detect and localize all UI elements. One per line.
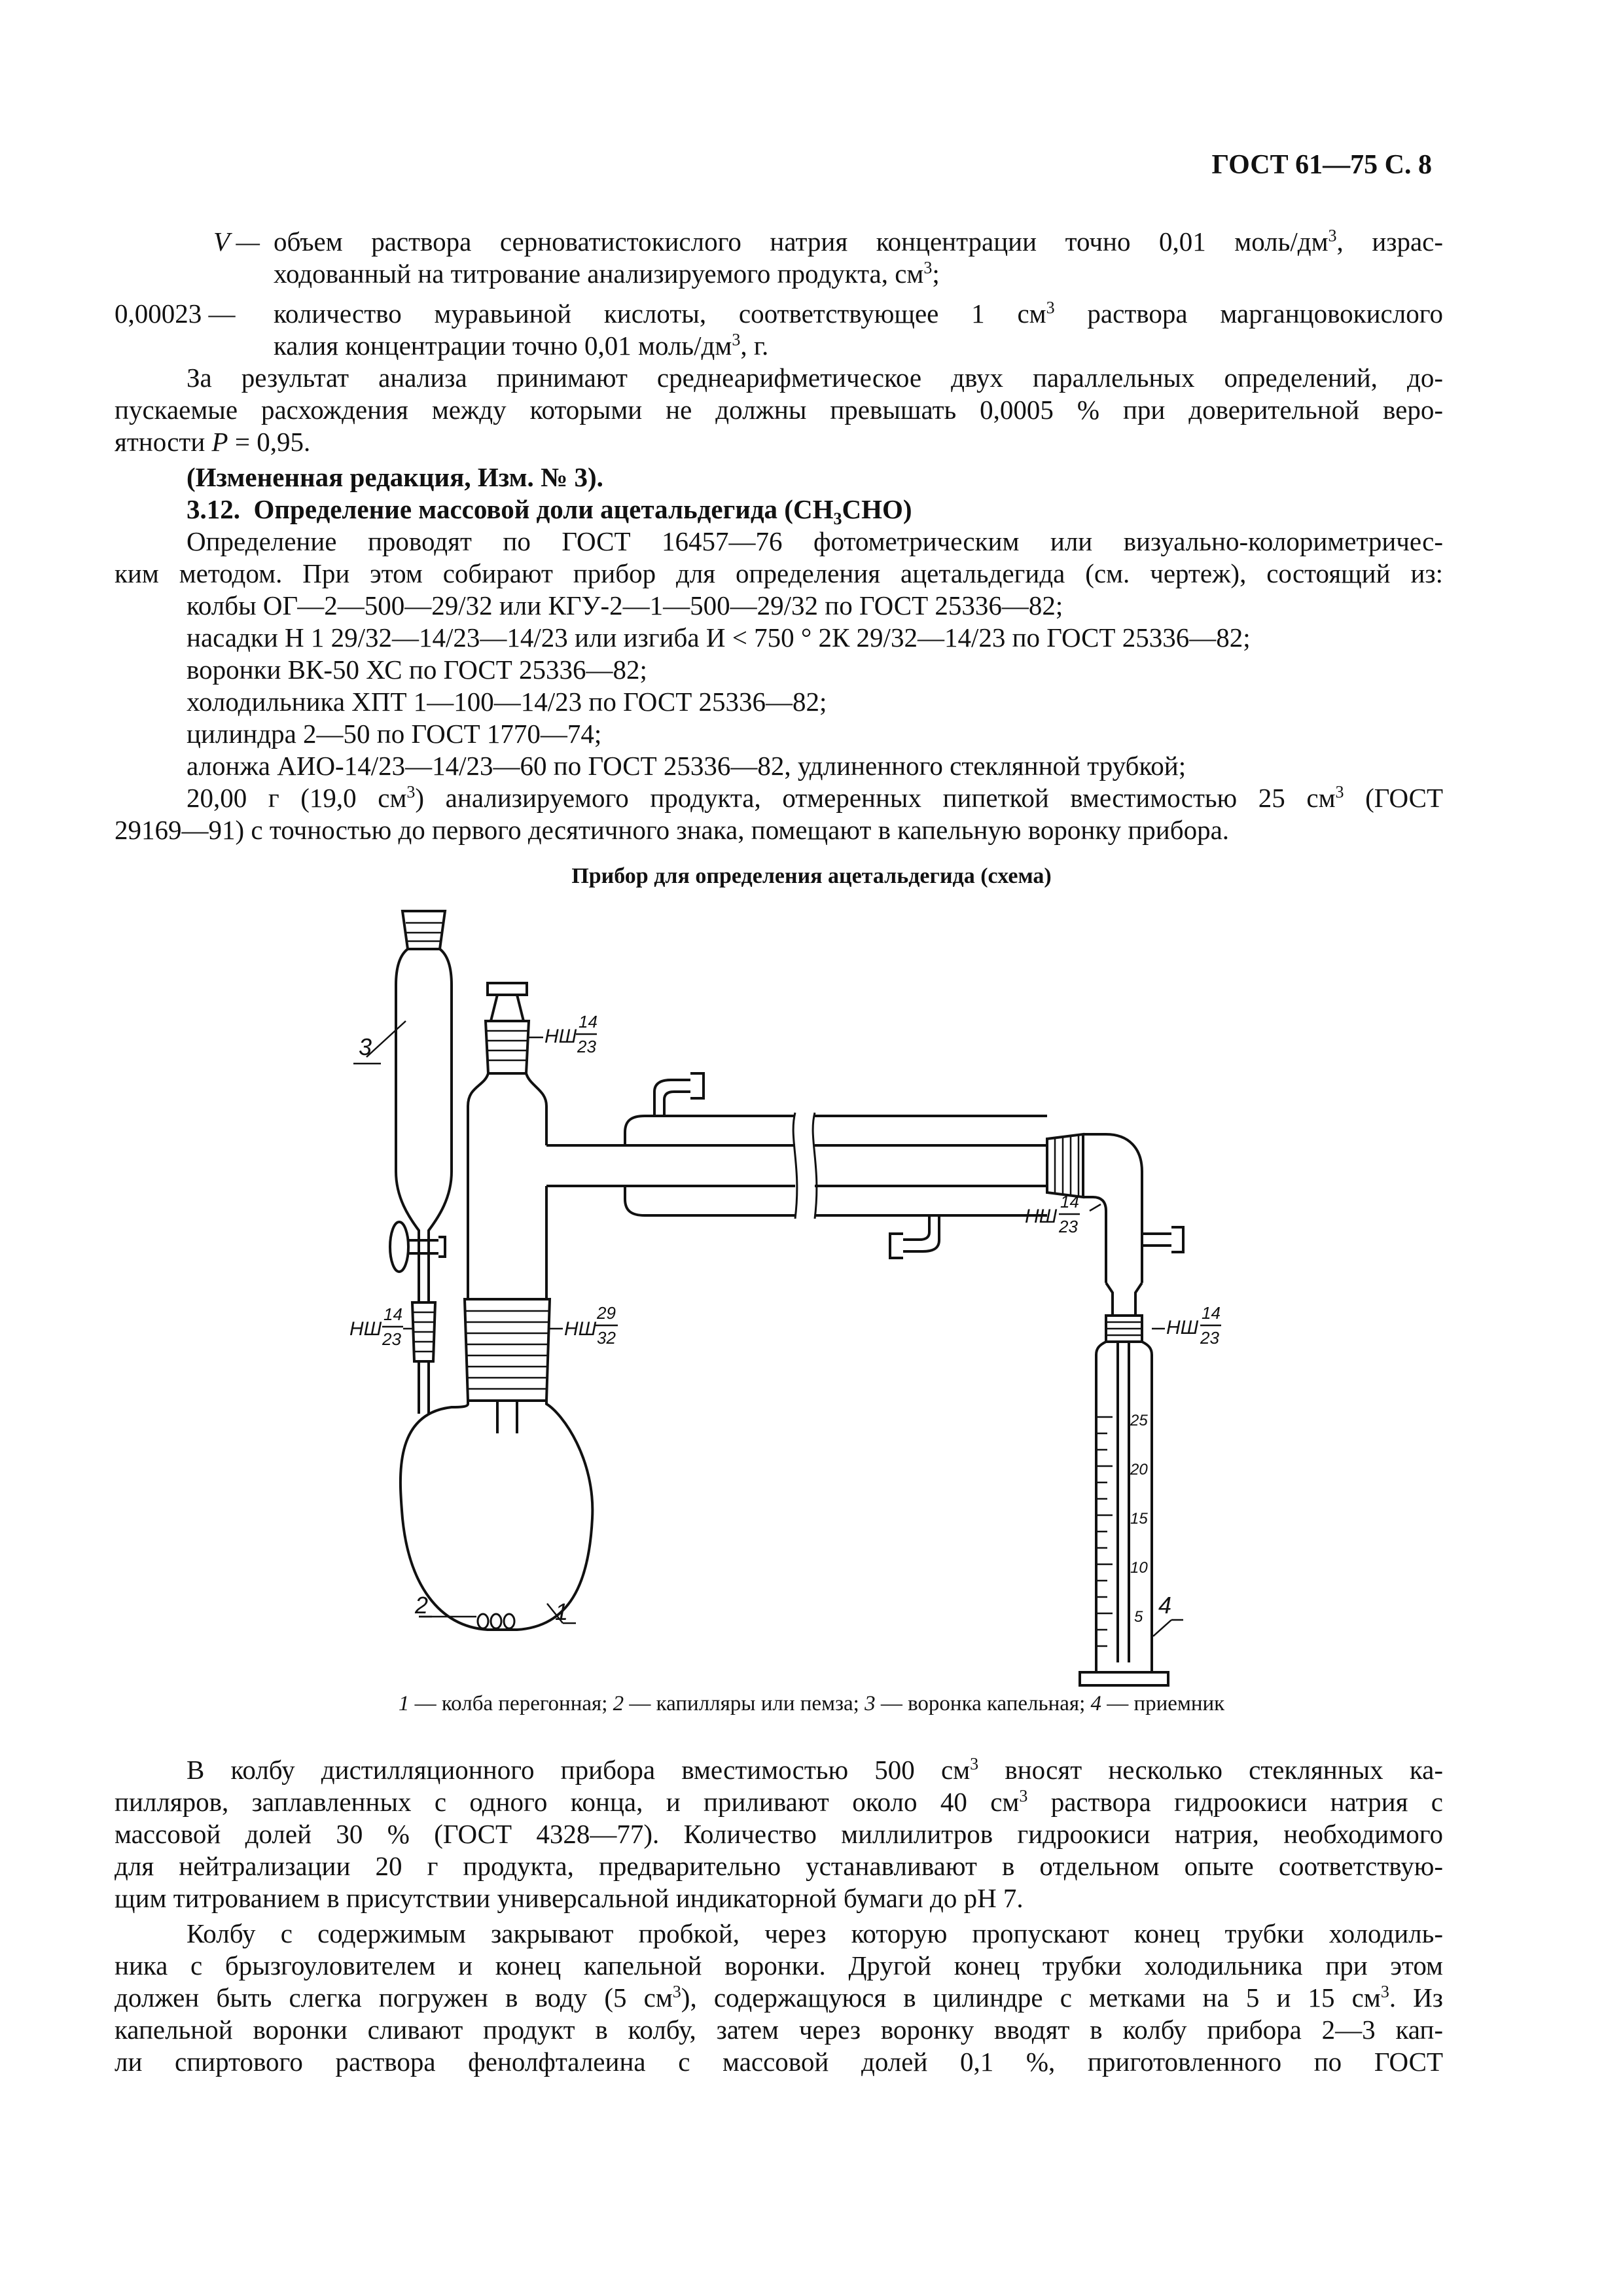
condenser-end-joint — [1047, 1134, 1083, 1197]
label-2: 2 — [415, 1592, 429, 1619]
section-heading: 3.12. Определение массовой доли ацетальдегида $(CH_3CHO)$ — [187, 494, 912, 529]
joint-fraction-den: 23 — [577, 1037, 596, 1056]
label-1: 1 — [555, 1598, 569, 1625]
scale-label: 15 — [1130, 1510, 1148, 1528]
joint-fraction-num: 14 — [579, 1012, 597, 1031]
scale-label: 25 — [1130, 1412, 1148, 1429]
paragraph-flask: В колбу дистилляционного прибора вместимостью 500 $см^3$ вносят несколько стеклянных ка- пилляров, заплавленных с одного конца, и приливают около 40 $см^3$ раствора гидроокиси натрия с массовой долей 30 % (ГОСТ 4328—77). Количество миллилитров гидроокиси натрия, необходимого для нейтрализации 20 г продукта, предварительно устанавливают в отдельном опыте соответствую- щим титрованием в присутствии универсальной индикаторной бумаги до pH 7. — [115, 1754, 1444, 1913]
joint-fraction-den: 23 — [1200, 1328, 1219, 1348]
distilling-adapter — [468, 1073, 546, 1299]
condenser-inlet — [654, 1080, 690, 1116]
funnel-stopper-joint — [402, 911, 445, 949]
page-header: ГОСТ 61—75 С. 8 — [1211, 150, 1432, 180]
receiver-scale-labels — [1130, 1412, 1148, 1626]
joint-fraction-num: 29 — [597, 1303, 616, 1323]
joint-fraction-den: 23 — [1059, 1217, 1078, 1236]
def-symbol-coef: 0,00023 — — [115, 298, 236, 329]
receiver-joint — [1106, 1316, 1142, 1342]
joint-fraction-num: 14 — [1060, 1192, 1079, 1211]
joint-label-nsh: НШ — [349, 1318, 382, 1340]
dropping-funnel-body — [396, 949, 452, 1302]
list-item: колбы ОГ—2—500—29/32 или КГУ-2—1—500—29/32 по ГОСТ 25336—82; — [187, 590, 1063, 620]
joint-label-nsh: НШ — [1166, 1317, 1199, 1338]
def-v-text: объем раствора серноватистокислого натрия концентрации точно 0,01 моль/$дм^3$, израс- ходованный на титрование анализируемого продукта, $см^3$; — [274, 226, 1444, 289]
joint-label-nsh: НШ — [564, 1318, 597, 1340]
paragraph-close: Колбу с содержимым закрывают пробкой, через которую пропускают конец трубки холодиль- ника с брызгоуловителем и конец капельной воронки. Другой конец трубки холодильника при этом должен быть слегка погружен в воду (5 $см^3$), содержащуюся в цилиндре с метками на 5 и 15 $см^3$. Из капельной воронки сливают продукт в колбу, затем через воронку вводят в колбу прибора 2—3 кап- ли спиртового раствора фенолфталеина с массовой долей 0,1 %, приготовленного по ГОСТ — [115, 1918, 1443, 2077]
paragraph-sample: 20,00 г (19,0 $см^3$) анализируемого продукта, отмеренных пипеткой вместимостью 25 $см^3$ (ГОСТ 29169—91) с точностью до первого десятичного знака, помещают в капельную воронку прибора. — [115, 782, 1443, 845]
scale-label: 20 — [1130, 1461, 1148, 1479]
list-item: насадки Н 1 29/32—14/23—14/23 или изгиба И < 750 ° 2К 29/32—14/23 по ГОСТ 25336—82; — [187, 622, 1251, 653]
amendment-note: (Измененная редакция, Изм. № 3). — [187, 462, 603, 492]
figure-caption: 1 — колба перегонная; 2 — капилляры или пемза; 3 — воронка капельная; 4 — приемник — [398, 1692, 1225, 1715]
distillation-flask — [401, 1401, 592, 1630]
def-coef-text: количество муравьиной кислоты, соответствующее 1 $см^3$ раствора марганцовокислого калия концентрации точно 0,01 моль/$дм^3$, г. — [274, 298, 1443, 361]
joint-fraction-den: 23 — [382, 1329, 401, 1349]
joint-fraction-den: 32 — [597, 1328, 616, 1348]
joint-label-nsh: НШ — [1025, 1206, 1058, 1227]
figure-title: Прибор для определения ацетальдегида (схема) — [571, 864, 1052, 888]
adapter-stopper — [486, 983, 529, 1073]
joint-fraction-num: 14 — [1202, 1303, 1221, 1323]
condenser-jacket — [625, 1116, 1047, 1215]
def-symbol-v: V — — [213, 226, 260, 257]
joint-label-nsh: НШ — [544, 1026, 577, 1047]
funnel-joint — [412, 1302, 435, 1414]
paragraph-result: За результат анализа принимают среднеарифметическое двух параллельных определений, до- пускаемые расхождения между которыми не должны превышать 0,0005 % при доверительной веро- ятности P = 0,95. — [115, 363, 1443, 457]
condenser-outlet — [903, 1215, 939, 1251]
label-3: 3 — [359, 1033, 372, 1060]
capillaries — [478, 1614, 514, 1628]
scale-label: 10 — [1130, 1559, 1148, 1577]
label-4: 4 — [1158, 1592, 1172, 1619]
joint-fraction-num: 14 — [383, 1304, 402, 1324]
leader-lines — [353, 1021, 1183, 1636]
paragraph-intro: Определение проводят по ГОСТ 16457—76 фотометрическим или визуально-колориметричес- ким методом. При этом собирают прибор для определения ацетальдегида (см. чертеж), состоящий из: — [115, 526, 1443, 588]
scale-label: 5 — [1134, 1608, 1143, 1626]
list-item: воронки ВК-50 ХС по ГОСТ 25336—82; — [187, 655, 647, 685]
list-item: цилиндра 2—50 по ГОСТ 1770—74; — [187, 719, 602, 749]
receiver-scale-ticks — [1096, 1417, 1113, 1646]
flask-joint — [465, 1299, 550, 1433]
list-item: холодильника ХПТ 1—100—14/23 по ГОСТ 25336—82; — [187, 687, 827, 717]
list-item: алонжа АИО-14/23—14/23—60 по ГОСТ 25336—82, удлиненного стеклянной трубкой; — [187, 751, 1186, 781]
receiver-cylinder — [1096, 1342, 1152, 1672]
